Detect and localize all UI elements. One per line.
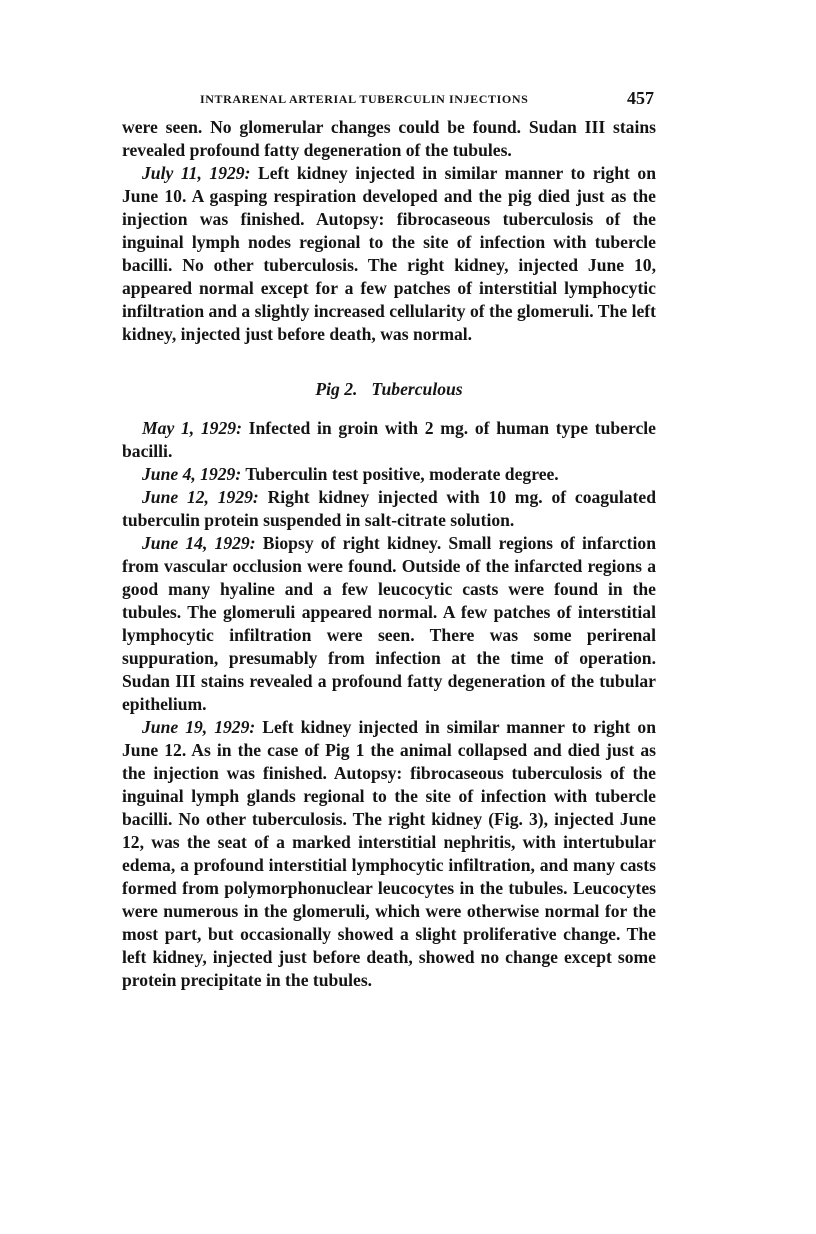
entry-text: Left kidney injected in similar manner to right on June 12. As in the case of Pig 1 the animal collapsed and died just as the injection was finished. Autopsy: fibrocaseous tuberculosis of the inguinal lymph glands regional to the site of infection with tubercle bacilli. No other tuberculosis. The right kidney (Fig. 3), injected June 12, was the seat of a marked interstitial nephritis, with intertubular edema, a profound interstitial lymphocytic infiltration, and many casts formed from polymorphonuclear leucocytes in the tubules. Leucocytes were numerous in the glomeruli, which were otherwise normal for the most part, but occasionally showed a slight proliferative change. The left kidney, injected just before death, showed no change except some protein precipitate in the tubules. <box>122 717 656 990</box>
entry-date: June 4, 1929: <box>142 464 242 484</box>
running-header <box>122 88 656 116</box>
entry-text: Infected in groin with 2 mg. of human type tubercle bacilli. <box>122 418 656 461</box>
entry-text: Biopsy of right kidney. Small regions of infarction from vascular occlusion were found. Outside of the infarcted regions a good many hyaline and a few leucocytic casts were found in the tubules. The glomeruli appeared normal. A few patches of interstitial lymphocytic infiltration were seen. There was some perirenal suppuration, presumably from infection at the time of operation. Sudan III stains revealed a profound fatty degeneration of the tubular epithelium. <box>122 533 656 714</box>
section-pig-label: Pig 2. <box>315 379 358 399</box>
pig1-entry <box>122 162 656 346</box>
intro-paragraph: were seen. No glomerular changes could be found. Sudan III stains revealed profound fatty degeneration of the tubules. <box>122 117 656 160</box>
pig2-entry <box>122 716 656 992</box>
pig2-entry <box>122 532 656 716</box>
entry-date: June 12, 1929: <box>142 487 259 507</box>
entry-text: Right kidney injected with 10 mg. of coagulated tuberculin protein suspended in salt-citrate solution. <box>122 487 657 530</box>
entry-date: June 19, 1929: <box>142 717 256 737</box>
entry-date: May 1, 1929: <box>142 418 242 438</box>
entry-text: Left kidney injected in similar manner to right on June 10. A gasping respiration developed and the pig died just as the injection was finished. Autopsy: fibrocaseous tuberculosis of the inguinal lymph nodes regional to the site of infection with tubercle bacilli. No other tuberculosis. The right kidney, injected June 10, appeared normal except for a few patches of interstitial lymphocytic infiltration and a slightly increased cellularity of the glomeruli. The left kidney, injected just before death, was normal. <box>122 163 656 344</box>
running-title: INTRARENAL ARTERIAL TUBERCULIN INJECTIONS <box>200 92 529 106</box>
entry-date: July 11, 1929: <box>142 163 251 183</box>
pig2-entry <box>122 463 656 486</box>
document-page <box>122 88 656 992</box>
page-number: 457 <box>627 88 654 108</box>
entry-text: Tuberculin test positive, moderate degree. <box>245 464 559 484</box>
section-heading <box>122 378 656 401</box>
pig2-entry <box>122 486 656 532</box>
entry-date: June 14, 1929: <box>142 533 256 553</box>
pig2-entry <box>122 417 656 463</box>
section-condition: Tuberculous <box>371 379 463 399</box>
